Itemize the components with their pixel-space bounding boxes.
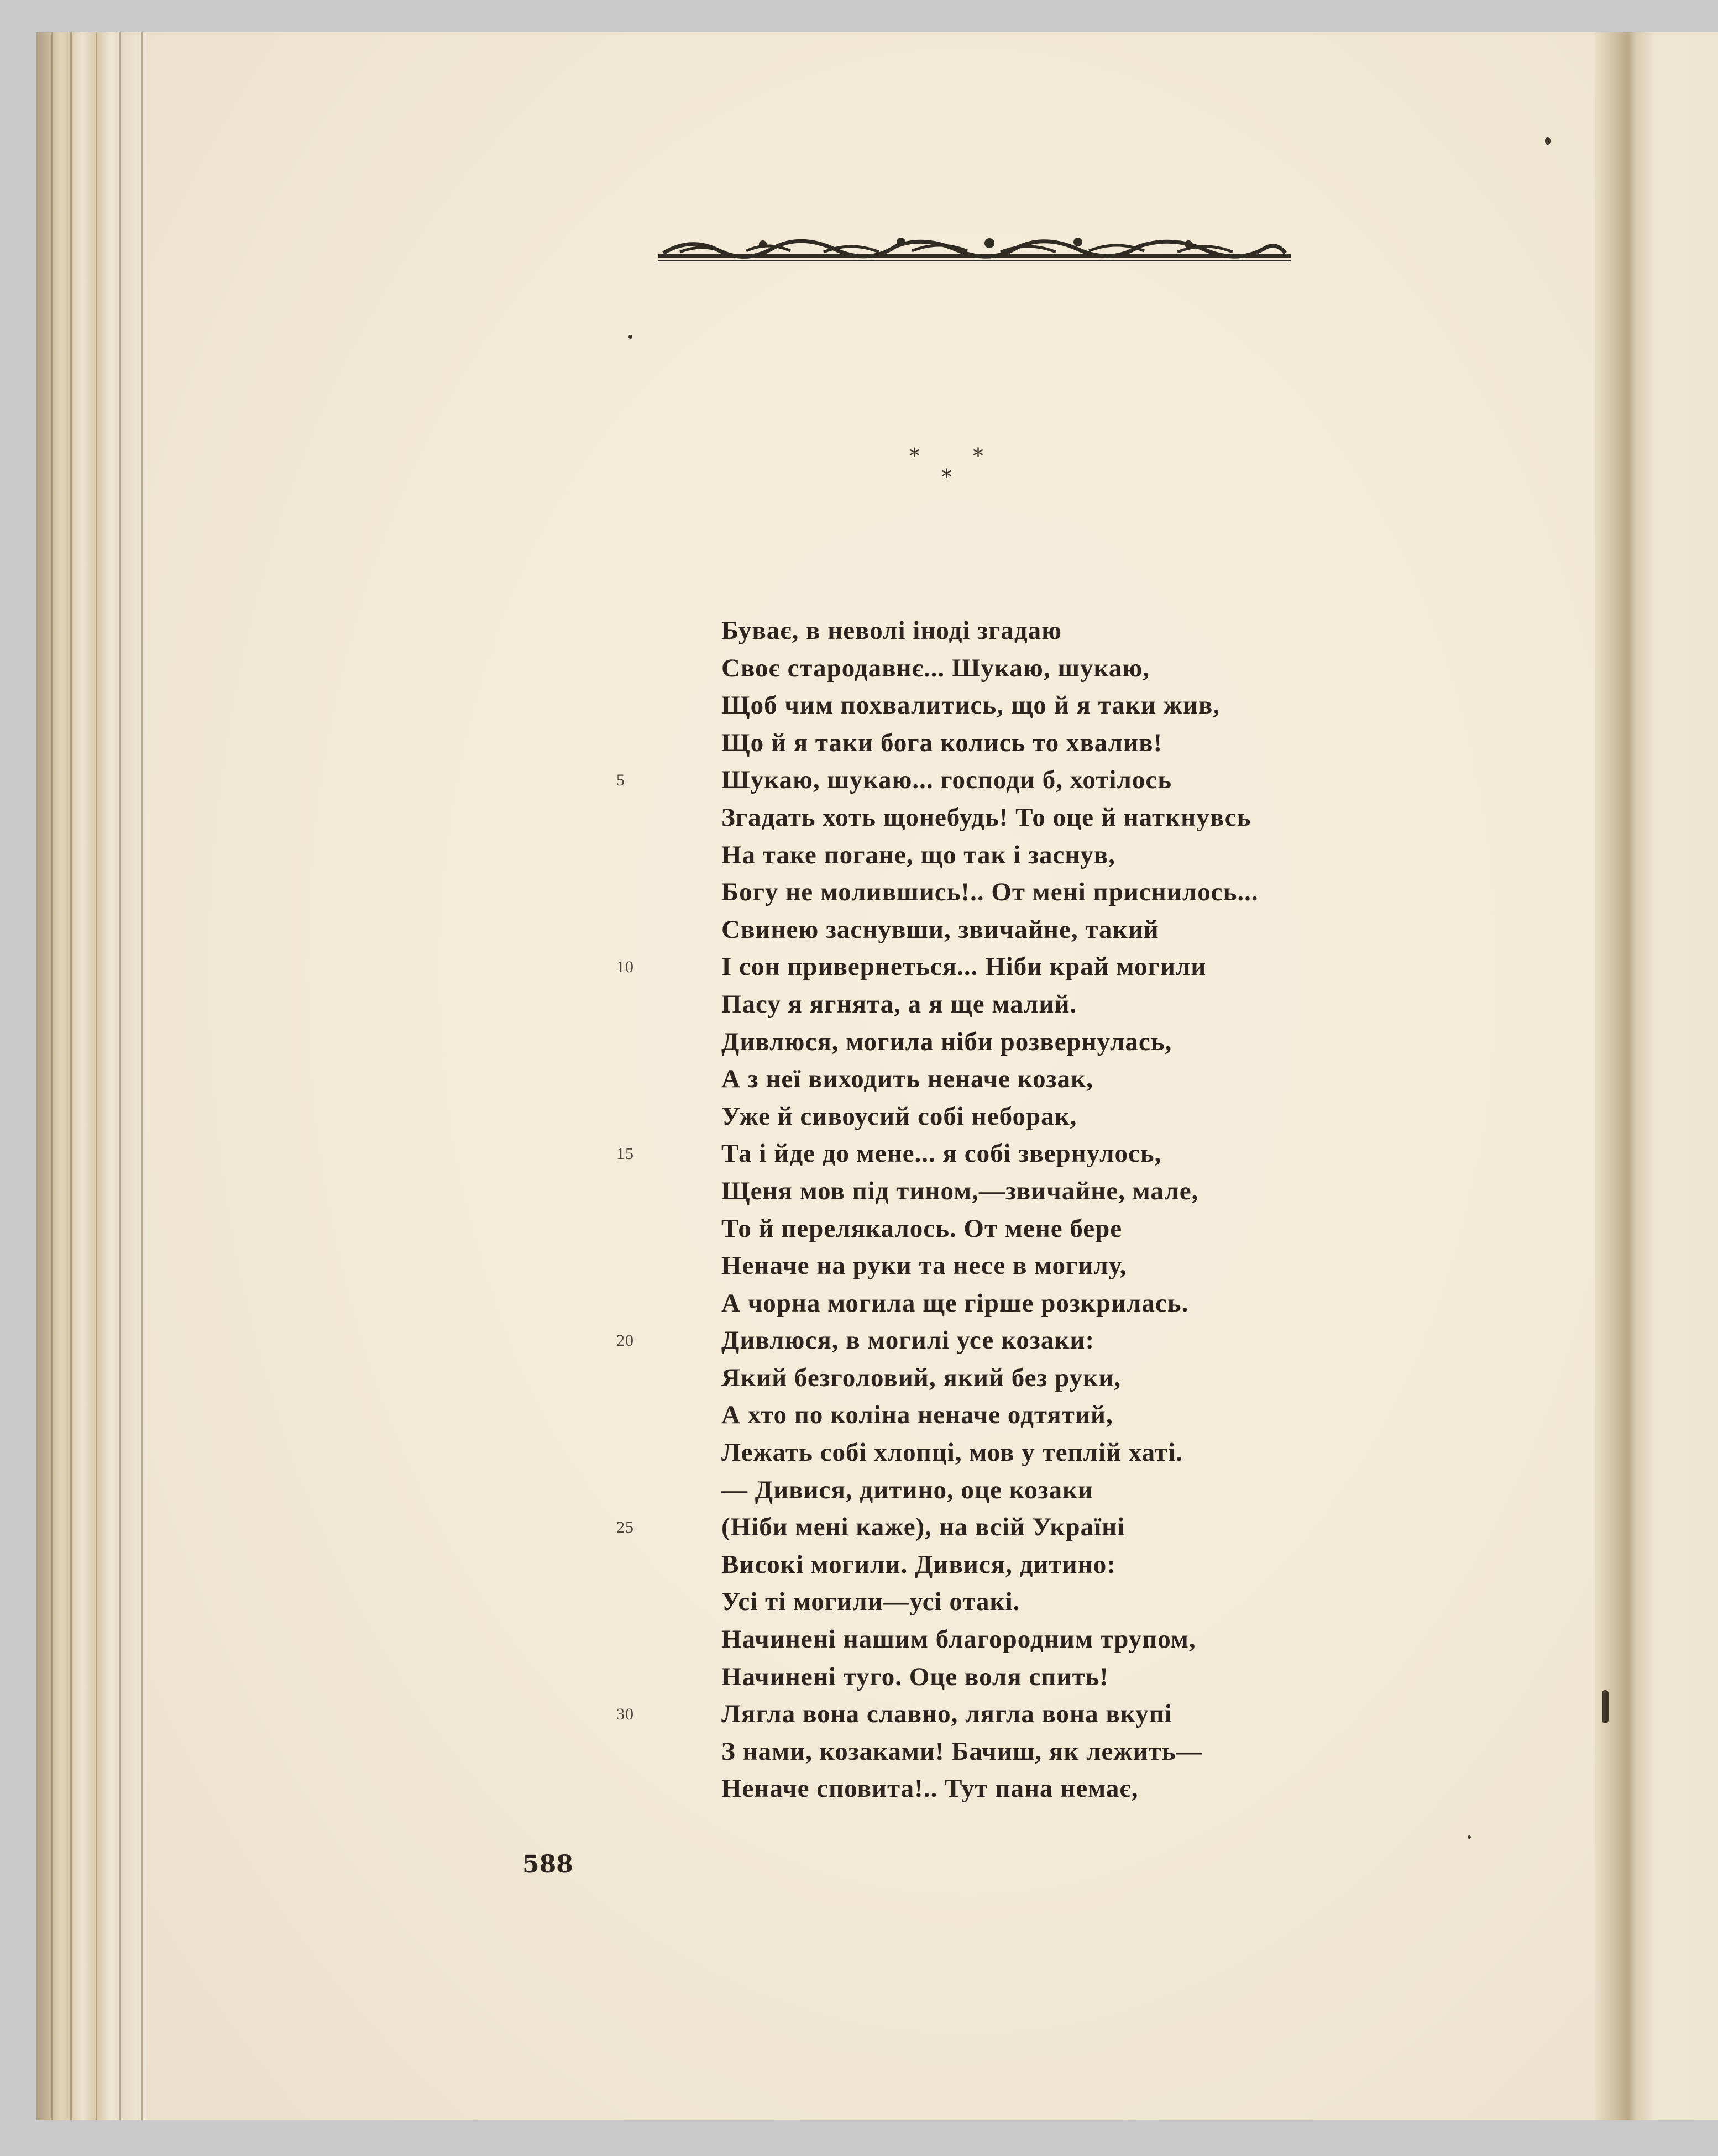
poem-line — [616, 1322, 1396, 1360]
section-separator — [909, 444, 1020, 527]
scanned-page — [36, 32, 1718, 2120]
poem-line — [622, 1733, 1396, 1771]
line-text: Свинею заснувши, звичайне, такий — [721, 915, 1159, 944]
line-text: Дивлюся, могила ніби розвернулась, — [721, 1027, 1172, 1056]
poem-line — [622, 874, 1396, 911]
poem-text — [616, 612, 1396, 1808]
line-text: Що й я таки бога колись то хвалив! — [721, 728, 1163, 757]
poem-line — [622, 1583, 1396, 1621]
poem-line — [622, 799, 1396, 837]
next-page-edge — [1595, 32, 1718, 2120]
line-text: Шукаю, шукаю... господи б, хотілось — [721, 765, 1172, 795]
poem-line — [616, 1509, 1396, 1546]
line-number: 25 — [616, 1518, 634, 1537]
poem-line — [622, 1247, 1396, 1285]
line-text: Усі ті могили—усі отакі. — [721, 1587, 1020, 1617]
poem-line — [622, 687, 1396, 725]
line-text: Неначе на руки та несе в могилу, — [721, 1251, 1127, 1281]
book-binding — [36, 32, 146, 2120]
poem-line — [622, 1098, 1396, 1136]
line-text: А чорна могила ще гірше розкрилась. — [721, 1288, 1189, 1318]
line-text: (Ніби мені каже), на всій Україні — [721, 1513, 1125, 1542]
line-text: А хто по коліна неначе одтятий, — [721, 1400, 1113, 1430]
line-text: Який безголовий, який без руки, — [721, 1363, 1122, 1392]
poem-line — [622, 1546, 1396, 1584]
line-text: Начинені нашим благородним трупом, — [721, 1625, 1196, 1654]
line-text: Богу не молившись!.. От мені приснилось... — [721, 878, 1259, 907]
line-number: 15 — [616, 1145, 634, 1163]
poem-line — [616, 762, 1396, 799]
poem-line — [622, 1285, 1396, 1323]
star-icon: * — [909, 444, 920, 468]
poem-line — [622, 1434, 1396, 1472]
poem-line — [622, 986, 1396, 1024]
poem-line — [622, 1397, 1396, 1434]
poem-line — [622, 650, 1396, 688]
paper-speck — [1602, 1690, 1609, 1723]
poem-line — [622, 1024, 1396, 1061]
line-text: То й перелякалось. От мене бере — [721, 1214, 1123, 1243]
line-text: З нами, козаками! Бачиш, як лежить— — [721, 1737, 1203, 1766]
line-text: Та і йде до мене... я собі звернулось, — [721, 1139, 1162, 1168]
line-text: Неначе сповита!.. Тут пана немає, — [721, 1774, 1139, 1803]
line-text: Буває, в неволі іноді згадаю — [721, 616, 1062, 645]
poem-line — [622, 1173, 1396, 1210]
paper-speck — [1468, 1835, 1471, 1839]
line-text: Дивлюся, в могилі усе козаки: — [721, 1326, 1095, 1355]
poem-line — [622, 1472, 1396, 1509]
poem-line — [622, 1360, 1396, 1397]
poem-line — [622, 1210, 1396, 1248]
line-text: Лягла вона славно, лягла вона вкупі — [721, 1699, 1172, 1729]
line-text: Пасу я ягнята, а я ще малий. — [721, 989, 1077, 1019]
poem-line — [622, 837, 1396, 874]
line-number: 30 — [616, 1705, 634, 1724]
poem-line — [622, 1621, 1396, 1659]
poem-line — [616, 1135, 1396, 1173]
paper-speck — [628, 335, 632, 339]
line-text: — Дивися, дитино, оце козаки — [721, 1475, 1094, 1504]
poem-line — [616, 1696, 1396, 1733]
line-text: Начинені туго. Оце воля спить! — [721, 1662, 1109, 1691]
star-icon: * — [973, 444, 983, 468]
line-text: Своє стародавнє... Шукаю, шукаю, — [721, 653, 1150, 683]
poem-line — [622, 1061, 1396, 1098]
line-number: 10 — [616, 958, 634, 977]
line-text: Високі могили. Дивися, дитино: — [721, 1550, 1116, 1579]
line-text: Щоб чим похвалитись, що й я таки жив, — [721, 691, 1221, 720]
line-text: Лежать собі хлопці, мов у теплій хаті. — [721, 1438, 1183, 1467]
paper-speck — [1545, 137, 1551, 145]
line-text: Уже й сивоусий собі неборак, — [721, 1101, 1077, 1131]
poem-line — [622, 911, 1396, 949]
line-text: А з неї виходить неначе козак, — [721, 1064, 1093, 1094]
line-text: І сон привернеться... Ніби край могили — [721, 952, 1207, 982]
decorative-ornament-icon — [658, 231, 1291, 270]
line-number: 20 — [616, 1331, 634, 1350]
line-text: Щеня мов під тином,—звичайне, мале, — [721, 1176, 1199, 1205]
line-text: На таке погане, що так і заснув, — [721, 840, 1116, 869]
poem-line — [622, 725, 1396, 762]
poem-line — [622, 1770, 1396, 1808]
line-number: 5 — [616, 771, 625, 790]
page-number: 588 — [522, 1850, 573, 1879]
star-icon: * — [941, 465, 952, 489]
line-text: Згадать хоть щонебудь! То оце й наткнувсь — [721, 802, 1251, 832]
poem-line — [622, 1659, 1396, 1696]
poem-line — [622, 612, 1396, 650]
poem-line — [616, 948, 1396, 986]
